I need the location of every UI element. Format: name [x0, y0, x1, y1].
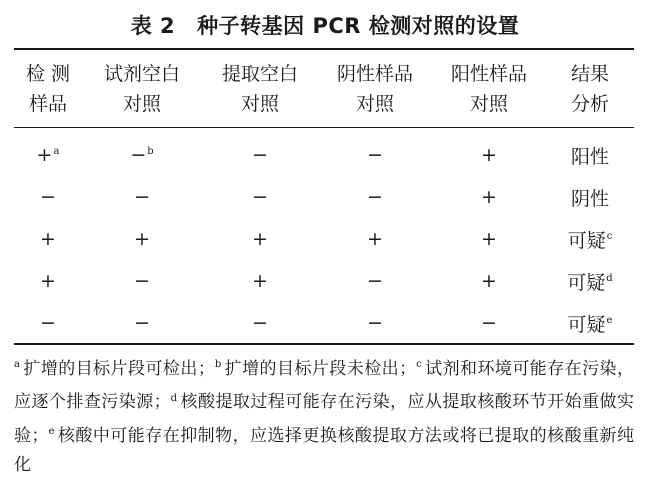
table-cell: [14, 134, 82, 176]
header-sample: 检 测 样品: [25, 63, 71, 115]
footnote-text: 核酸提取过程可能存在污染，应从提取核酸环节开始重做实验；: [14, 392, 635, 446]
footnote-text: 扩增的目标片段未检出；: [224, 358, 417, 379]
cell-value: +: [134, 228, 150, 250]
table-cell: [546, 134, 634, 176]
footnote-marker: e: [606, 315, 613, 327]
table-cell: [14, 218, 82, 260]
table-cell: [14, 260, 82, 302]
cell-value: −: [40, 312, 56, 334]
table-cell: [14, 176, 82, 218]
table-cell: [318, 302, 432, 344]
header-positive-control: 阳性样品 对照: [450, 63, 527, 115]
table-cell: [546, 176, 634, 218]
table-cell: [82, 218, 202, 260]
cell-value: −: [252, 144, 268, 166]
header-rule: [14, 127, 634, 128]
table-cell: [432, 134, 546, 176]
cell-value: +: [252, 228, 268, 250]
cell-value: 阴性: [570, 187, 609, 210]
cell-value: −: [134, 270, 150, 292]
cell-value: 可疑: [567, 229, 606, 252]
cell-value: −: [367, 186, 383, 208]
header-row: [14, 57, 634, 121]
table-cell: [318, 260, 432, 302]
cell-value: −: [134, 186, 150, 208]
cell-value: −: [481, 312, 497, 334]
footnote-marker: d: [606, 273, 613, 285]
cell-value: +: [481, 144, 497, 166]
table-title: [0, 10, 650, 40]
cell-value: +: [481, 228, 497, 250]
cell-value: −: [252, 186, 268, 208]
cell-value: +: [36, 144, 53, 166]
header-reagent-blank: 试剂空白 对照: [103, 63, 180, 115]
table-cell: [318, 176, 432, 218]
table-cell: [546, 218, 634, 260]
table-cell: [318, 218, 432, 260]
footnote: [14, 359, 215, 379]
table-title-text: 种子转基因 PCR 检测对照的设置: [197, 14, 520, 38]
bottom-rule: [14, 343, 634, 345]
footnote: [215, 359, 416, 379]
footnote-text: 扩增的目标片段可检出；: [22, 358, 215, 379]
footnote-mark: a: [14, 359, 20, 370]
table-cell: [318, 134, 432, 176]
top-rule: [14, 48, 634, 50]
footnote-marker: a: [53, 145, 60, 157]
table-cell: [432, 260, 546, 302]
cell-value: −: [252, 312, 268, 334]
footnote-text: 核酸中可能存在抑制物，应选择更换核酸提取方法或将已提取的核酸重新纯化: [14, 425, 635, 475]
footnote-mark: c: [416, 359, 422, 370]
table-cell: [202, 302, 318, 344]
table-cell: [14, 302, 82, 344]
cell-value: +: [252, 270, 268, 292]
table-row: [14, 176, 634, 218]
cell-value: +: [40, 270, 56, 292]
table-label: 表 2: [130, 14, 176, 38]
table-body: [14, 134, 634, 344]
table-row: [14, 218, 634, 260]
table-row: [14, 260, 634, 302]
table-cell: [82, 260, 202, 302]
table-cell: [202, 176, 318, 218]
cell-value: −: [40, 186, 56, 208]
table-cell: [202, 134, 318, 176]
table-cell: [546, 302, 634, 344]
footnote-mark: d: [170, 392, 178, 404]
cell-value: 可疑: [567, 313, 606, 336]
cell-value: −: [130, 144, 147, 166]
footnote: [14, 426, 634, 475]
cell-value: −: [367, 270, 383, 292]
cell-value: −: [367, 312, 383, 334]
cell-value: −: [367, 144, 383, 166]
cell-value: +: [40, 228, 56, 250]
table-cell: [202, 218, 318, 260]
table-cell: [432, 302, 546, 344]
header-negative-control: 阴性样品 对照: [336, 63, 413, 115]
cell-value: +: [367, 228, 383, 250]
table-row: [14, 134, 634, 176]
header-extraction-blank: 提取空白 对照: [221, 63, 298, 115]
table-cell: [432, 176, 546, 218]
table-footnotes: [14, 350, 634, 480]
footnote-mark: e: [48, 426, 55, 438]
table-cell: [82, 176, 202, 218]
table-cell: [546, 260, 634, 302]
cell-value: 阳性: [570, 145, 609, 168]
table-cell: [432, 218, 546, 260]
cell-value: −: [134, 312, 150, 334]
table-cell: [82, 302, 202, 344]
cell-value: +: [481, 270, 497, 292]
table-header: [14, 57, 634, 121]
table-row: [14, 302, 634, 344]
table-cell: [202, 260, 318, 302]
cell-value: 可疑: [567, 271, 606, 294]
cell-value: +: [481, 186, 497, 208]
footnote-marker: c: [606, 231, 613, 243]
footnote-marker: b: [147, 145, 154, 157]
header-result: 结果 分析: [570, 63, 609, 115]
footnote-mark: b: [214, 359, 222, 370]
table-cell: [82, 134, 202, 176]
footnote-text: 试剂和环境可能存在污染，应逐个排查污染源；: [14, 358, 635, 413]
